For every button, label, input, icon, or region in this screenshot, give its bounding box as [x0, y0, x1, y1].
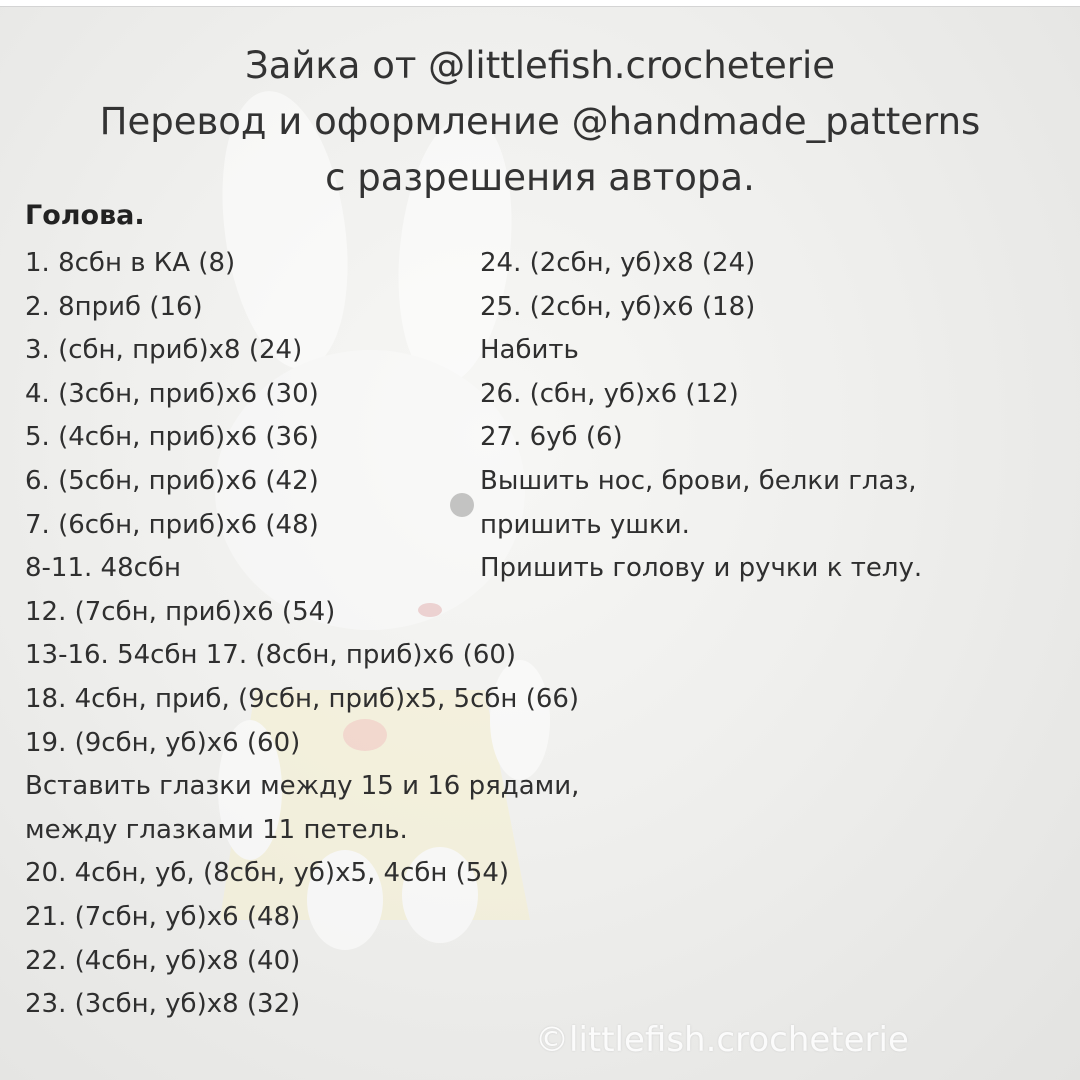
pattern-row: 12. (7сбн, приб)х6 (54)	[25, 596, 336, 627]
pattern-row: 21. (7сбн, уб)х6 (48)	[25, 901, 301, 932]
pattern-row: 24. (2сбн, уб)х8 (24)	[480, 248, 756, 278]
pattern-row: 5. (4сбн, приб)х6 (36)	[25, 422, 319, 453]
pattern-row: 25. (2сбн, уб)х6 (18)	[480, 291, 756, 322]
pattern-note: Вставить глазки между 15 и 16 рядами,	[25, 771, 580, 802]
pattern-row: 8-11. 48сбн	[25, 553, 181, 584]
pattern-row: 27. 6уб (6)	[480, 422, 623, 453]
pattern-row: 4. (3сбн, приб)х6 (30)	[25, 378, 319, 409]
pattern-row: 13-16. 54сбн 17. (8сбн, приб)х6 (60)	[25, 640, 517, 671]
pattern-row: 6. (5сбн, приб)х6 (42)	[25, 465, 319, 496]
pattern-note: пришить ушки.	[480, 509, 690, 540]
pattern-note: Набить	[480, 335, 579, 366]
pattern-row: 18. 4сбн, приб, (9сбн, приб)х5, 5сбн (66)	[25, 683, 580, 714]
pattern-row: 7. (6сбн, приб)х6 (48)	[25, 509, 319, 540]
pattern-row: 2. 8приб (16)	[25, 291, 203, 322]
pattern-row: 1. 8сбн в КА (8)	[25, 248, 236, 278]
pattern-note: Пришить голову и ручки к телу.	[480, 553, 923, 584]
pattern-note: между глазками 11 петель.	[25, 814, 408, 845]
pattern-row: 3. (сбн, приб)х8 (24)	[25, 335, 303, 366]
pattern-row: 26. (сбн, уб)х6 (12)	[480, 378, 739, 409]
pattern-row: 20. 4сбн, уб, (8сбн, уб)х5, 4сбн (54)	[25, 858, 510, 889]
pattern-row: 19. (9сбн, уб)х6 (60)	[25, 727, 301, 758]
pattern-rows-right	[480, 242, 922, 591]
watermark: ©littlefish.crocheterie	[535, 1020, 909, 1060]
title-line-2: Перевод и оформление @handmade_patterns	[99, 100, 981, 143]
section-heading-head: Голова.	[25, 200, 145, 231]
pattern-note: Вышить нос, брови, белки глаз,	[480, 465, 917, 496]
pattern-row: 23. (3сбн, уб)х8 (32)	[25, 989, 301, 1020]
title-line-3: с разрешения автора.	[325, 156, 755, 199]
title-line-1: Зайка от @littlefish.crocheterie	[244, 44, 836, 87]
pattern-row: 22. (4сбн, уб)х8 (40)	[25, 945, 301, 976]
